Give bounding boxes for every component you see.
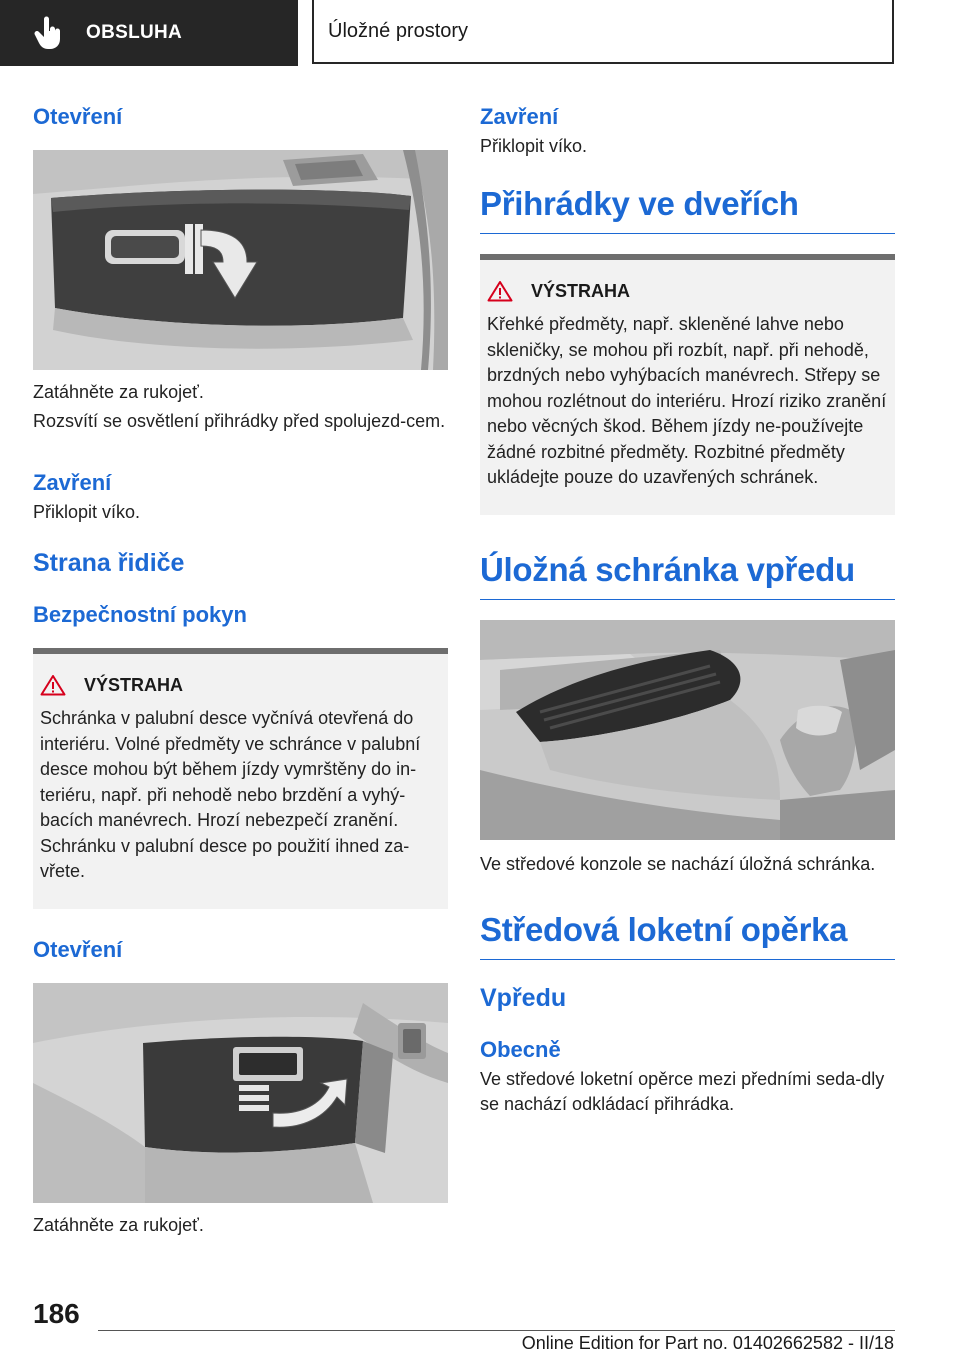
open-heading-1: Otevření xyxy=(33,104,123,129)
general-heading: Obecně xyxy=(480,1036,561,1062)
open-caption-2: Zatáhněte za rukojeť. xyxy=(33,1214,204,1235)
close-heading-left: Zavření xyxy=(33,470,112,495)
general-text: Ve středové loketní opěrce mezi předními seda-dly se nachází odkládací přihrádka. xyxy=(480,1068,885,1114)
close-heading-right: Zavření xyxy=(480,104,559,129)
warning-triangle-icon xyxy=(487,280,513,302)
open-heading-2: Otevření xyxy=(33,936,123,962)
warning-text-right: Křehké předměty, např. skleněné lahve nebo skleničky, se mohou při rozbít, např. při nehodě, brzdných nebo vyhýbacích manévrech. Střepy se mohou rozlétnout do interiéru. Hrozí riziko zranění nebo věcných škod. Během jízdy ne-používejte žádné rozbitné předměty. Rozbitné předměty ukládejte pouze do uzavřených schránek. xyxy=(487,314,887,487)
warning-box-right xyxy=(480,254,895,515)
safety-heading: Bezpečnostní pokyn xyxy=(33,602,247,627)
chapter-title-text: Úložné prostory xyxy=(328,19,469,42)
warning-box-left xyxy=(33,648,448,909)
section-label: OBSLUHA xyxy=(86,22,183,43)
close-text-right: Přiklopit víko. xyxy=(480,136,588,156)
section-tab xyxy=(0,0,298,66)
right-column xyxy=(480,100,895,1117)
hand-pointer-icon xyxy=(34,16,64,50)
front-storage-caption: Ve středové konzole se nachází úložná schránka. xyxy=(480,853,876,874)
glovebox-driver-image xyxy=(33,983,448,1203)
chapter-title xyxy=(312,0,894,64)
left-column xyxy=(33,100,448,1238)
open-text-1: Rozsvítí se osvětlení přihrádky před spolujezd-cem. xyxy=(33,411,446,431)
front-heading: Vpředu xyxy=(480,983,567,1012)
warning-title-right xyxy=(487,280,888,302)
warning-title-text-left: VÝSTRAHA xyxy=(84,674,184,695)
armrest-heading: Středová loketní opěrka xyxy=(480,911,895,960)
driver-side-heading: Strana řidiče xyxy=(33,549,185,577)
page-number: 186 xyxy=(33,1298,80,1329)
door-compartments-heading: Přihrádky ve dveřích xyxy=(480,185,895,234)
front-storage-heading: Úložná schránka vpředu xyxy=(480,551,895,600)
warning-title-text-right: VÝSTRAHA xyxy=(531,280,631,301)
warning-text-left: Schránka v palubní desce vyčnívá otevřená do interiéru. Volné předměty ve schránce v palubní desce mohou být během jízdy vymrštěny do in-teriéru, např. při nehodě nebo brzdění a vyhý-bacích manévrech. Hrozí nebezpečí zranění. Schránku v palubní desce po použití ihned za-vřete. xyxy=(40,708,421,881)
warning-title-left xyxy=(40,674,441,696)
glovebox-passenger-image xyxy=(33,150,448,370)
footer-divider xyxy=(98,1330,895,1331)
edition-note: Online Edition for Part no. 01402662582 - II/18 xyxy=(521,1333,894,1353)
front-storage-image xyxy=(480,620,895,840)
warning-triangle-icon xyxy=(40,674,66,696)
open-caption-1: Zatáhněte za rukojeť. xyxy=(33,382,204,402)
close-text-left: Přiklopit víko. xyxy=(33,502,141,522)
